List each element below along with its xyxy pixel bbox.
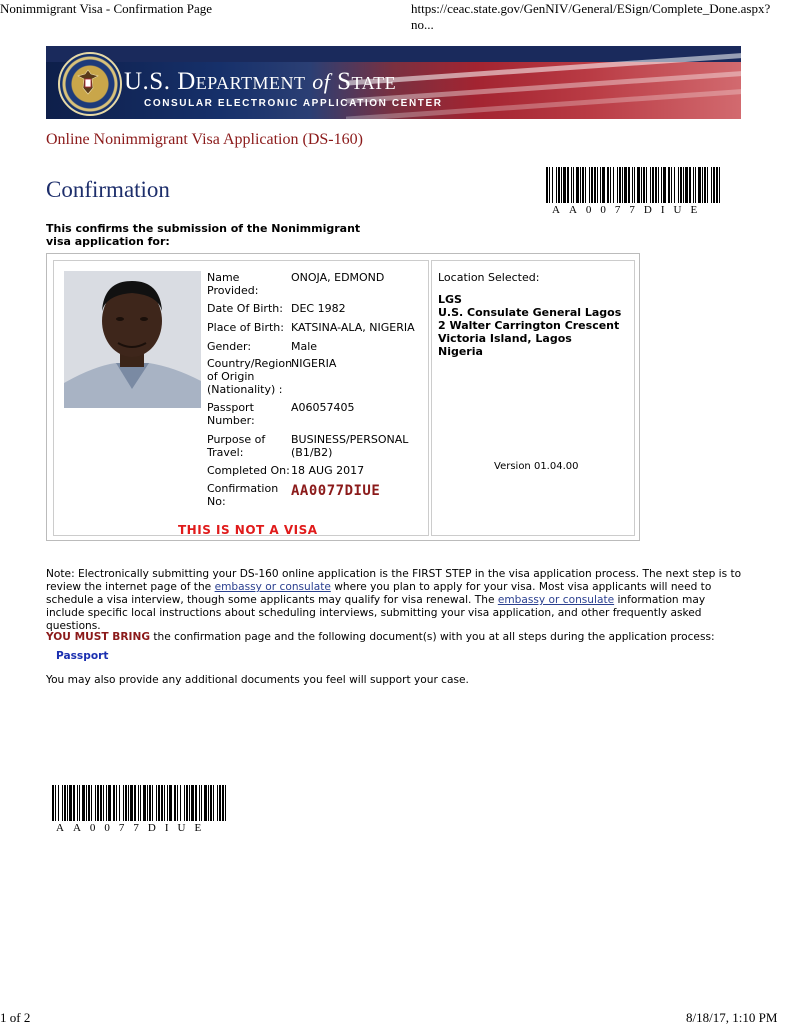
must-bring-text: YOU MUST BRING the confirmation page and the following document(s) with you at all steps during the application process:	[46, 631, 715, 643]
field-value-nationality: NIGERIA	[291, 357, 337, 370]
location-panel	[431, 260, 635, 536]
intro-text: This confirms the submission of the Nonimmigrant visa application for:	[46, 222, 361, 248]
print-page-title: Nonimmigrant Visa - Confirmation Page	[0, 1, 213, 16]
next-steps-note: Note: Electronically submitting your DS-160 online application is the FIRST STEP in the visa application process. The next step is to review the internet page of the embassy or consulate where you plan to apply for your visa. Most visa applicants will need to schedule a visa interview, though some applicants may qualify for visa renewal. The embassy or consulate information may include specific local instructions about scheduling interviews, submitting your visa application, and other frequently asked questions.	[46, 568, 742, 632]
field-value-dob: DEC 1982	[291, 302, 346, 315]
field-value-birthplace: KATSINA-ALA, NIGERIA	[291, 321, 415, 334]
required-document-item: Passport	[56, 650, 109, 662]
ceac-subtitle: CONSULAR ELECTRONIC APPLICATION CENTER	[144, 98, 443, 109]
field-value-name: ONOJA, EDMOND	[291, 271, 385, 284]
page-title: Confirmation	[46, 177, 170, 202]
location-line: Victoria Island, Lagos	[438, 332, 572, 345]
barcode-text: AA0077DIUE	[56, 822, 211, 834]
version-text: Version 01.04.00	[494, 461, 579, 472]
field-label-birthplace: Place of Birth:	[207, 321, 284, 334]
confirmation-number: AA0077DIUE	[291, 483, 381, 499]
eagle-icon	[76, 68, 100, 96]
location-line: 2 Walter Carrington Crescent	[438, 319, 620, 332]
field-label-confirmation: Confirmation No:	[207, 482, 279, 508]
applicant-details-panel	[53, 260, 429, 536]
department-name: U.S. Department of State	[124, 68, 397, 95]
print-page-number: 1 of 2	[0, 1010, 31, 1025]
confirmation-barcode-bottom	[52, 785, 228, 834]
location-line: U.S. Consulate General Lagos	[438, 306, 622, 319]
field-label-name: Name Provided:	[207, 271, 259, 297]
location-code: LGS	[438, 293, 462, 306]
field-label-gender: Gender:	[207, 340, 252, 353]
field-label-passport: Passport Number:	[207, 401, 255, 427]
field-value-passport: A06057405	[291, 401, 355, 414]
field-label-completed: Completed On:	[207, 464, 290, 477]
print-datetime: 8/18/17, 1:10 PM	[686, 1010, 778, 1025]
application-title: Online Nonimmigrant Visa Application (DS-160)	[46, 131, 363, 148]
location-line: Nigeria	[438, 345, 483, 358]
applicant-info-box	[46, 253, 640, 541]
embassy-consulate-link[interactable]: embassy or consulate	[214, 581, 331, 593]
print-url: https://ceac.state.gov/GenNIV/General/ESign/Complete_Done.aspx?no...	[411, 1, 771, 32]
must-bring-emphasis: YOU MUST BRING	[46, 631, 151, 643]
location-label: Location Selected:	[438, 271, 540, 284]
applicant-photo	[64, 271, 201, 408]
embassy-consulate-link[interactable]: embassy or consulate	[497, 594, 615, 606]
additional-documents-text: You may also provide any additional documents you feel will support your case.	[46, 674, 469, 686]
field-value-completed: 18 AUG 2017	[291, 464, 365, 477]
field-value-purpose: BUSINESS/PERSONAL (B1/B2)	[291, 433, 409, 459]
not-a-visa-notice: THIS IS NOT A VISA	[178, 523, 318, 537]
field-label-dob: Date Of Birth:	[207, 302, 283, 315]
field-value-gender: Male	[291, 340, 318, 353]
barcode-text: AA0077DIUE	[552, 204, 707, 216]
field-label-purpose: Purpose of Travel:	[207, 433, 266, 459]
field-label-nationality: Country/Region of Origin (Nationality) :	[207, 357, 293, 396]
state-department-banner	[46, 46, 741, 119]
confirmation-barcode-top	[546, 167, 722, 216]
